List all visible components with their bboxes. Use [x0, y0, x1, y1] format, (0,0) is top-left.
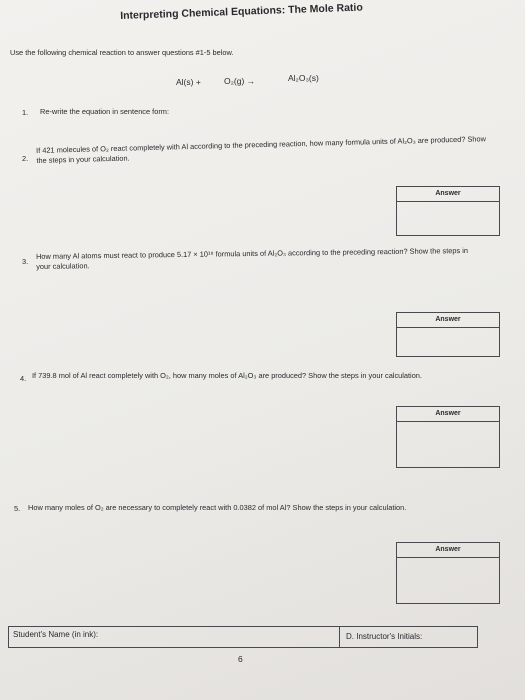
question-4-text: If 739.8 mol of Al react completely with O₂, how many moles of Al₂O₃ are produced? Show the steps in your calculation. — [32, 371, 422, 380]
answer-box-4[interactable] — [396, 406, 500, 468]
page-number: 6 — [238, 654, 243, 664]
equation-product: Al₂O₃(s) — [288, 73, 319, 83]
equation-reactant-al: Al(s) + — [176, 77, 201, 87]
signature-bar — [8, 626, 478, 648]
question-3-number: 3. — [22, 257, 29, 266]
answer-box-3[interactable] — [396, 312, 500, 357]
answer-box-5[interactable] — [396, 542, 500, 604]
answer-box-2-label: Answer — [397, 187, 499, 202]
question-1-number: 1. — [22, 108, 29, 117]
answer-box-3-label: Answer — [397, 313, 499, 328]
question-5-number: 5. — [14, 504, 21, 513]
question-2-number: 2. — [22, 154, 29, 163]
answer-box-5-label: Answer — [397, 543, 499, 558]
question-3-text: How many Al atoms must react to produce 5.17 × 10¹⁸ formula units of Al₂O₃ according to the preceding reaction? Show the steps in your calculation. — [36, 245, 469, 271]
answer-box-4-label: Answer — [397, 407, 499, 422]
page-title: Interpreting Chemical Equations: The Mole Ratio — [120, 1, 363, 22]
instructions: Use the following chemical reaction to answer questions #1-5 below. — [10, 48, 234, 57]
question-1-text: Re-write the equation in sentence form: — [40, 107, 169, 116]
question-4-number: 4. — [20, 374, 27, 383]
answer-box-2[interactable] — [396, 186, 500, 236]
student-name-field[interactable]: Student's Name (in ink): — [13, 630, 99, 639]
question-5-text: How many moles of O₂ are necessary to completely react with 0.0382 of mol Al? Show the steps in your calculation. — [28, 503, 407, 512]
equation-reactant-o2: O₂(g) → — [224, 76, 256, 86]
question-2-text: If 421 molecules of O₂ react completely with Al according to the preceding reaction, how many formula units of Al₂O₃ are produced? Show the steps in your calculation. — [36, 134, 487, 165]
instructor-initials-field[interactable]: D. Instructor's Initials: — [339, 627, 422, 647]
